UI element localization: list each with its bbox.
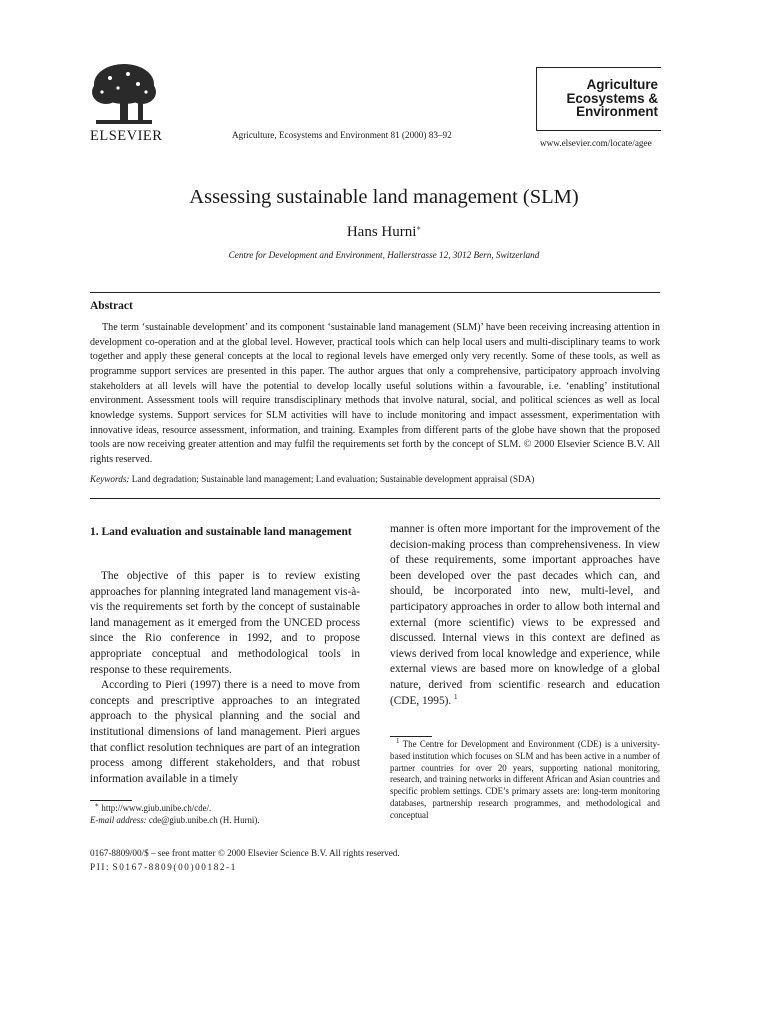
journal-reference: Agriculture, Ecosystems and Environment 81 (2000) 83–92: [232, 130, 452, 140]
journal-brand-line: Ecosystems &: [566, 90, 658, 106]
footnote-mark: ∗: [94, 801, 100, 810]
author-line: [0, 224, 768, 241]
left-footnotes: [90, 803, 360, 827]
journal-url[interactable]: www.elsevier.com/locate/agee: [540, 138, 652, 148]
body-paragraph-text: manner is often more important for the improvement of the decision-making process than comprehensiveness. In view of these requirements, some important approaches have been developed over the past decades which can, and should, be incorporated into new, multi-level, and participatory approaches in order to allow both internal and external (more scientific) views to be expressed and discussed. Internal views in this context are defined as views derived from local knowledge and experience, while external views are based more on knowledge of a global nature, derived from scientific research and education (CDE, 1995).: [390, 523, 660, 707]
keywords-line: [90, 474, 660, 484]
right-column-body: [390, 522, 660, 709]
email-footnote: [90, 815, 360, 827]
keywords-list: Land degradation; Sustainable land management; Land evaluation; Sustainable development appraisal (SDA): [131, 474, 535, 484]
keywords-label: Keywords:: [90, 474, 130, 484]
copyright-meta: [90, 847, 400, 874]
section-heading: 1. Land evaluation and sustainable land management: [90, 526, 352, 538]
email-address[interactable]: cde@giub.unibe.ch (H. Hurni).: [148, 814, 260, 825]
abstract-heading: Abstract: [90, 300, 133, 312]
footnote-1-text: The Centre for Development and Environment (CDE) is a university-based institution which focuses on SLM and has been active in a number of partner countries for over 20 years, supporting national monitoring, research, and training networks in different African and Asian countries and specific problem settings. CDE’s primary assets are: long-term monitoring databases, partnership research programmes, and methodological and conceptual: [390, 739, 660, 820]
journal-brand-line: Environment: [576, 104, 658, 119]
footnote-ref-1[interactable]: 1: [454, 692, 458, 701]
pii-label: PII:: [90, 861, 111, 872]
author-url-footnote: [90, 803, 360, 815]
abstract-top-rule: [90, 292, 660, 293]
pii-line: [90, 861, 400, 875]
footnote-1-mark: 1: [396, 737, 400, 746]
footnote-1-paragraph: [390, 739, 660, 822]
author-name: Hans Hurni: [346, 224, 417, 240]
abstract-bottom-rule: [90, 498, 660, 499]
journal-brand-line: Agriculture: [586, 77, 658, 92]
journal-brand: [498, 78, 658, 119]
body-paragraph: According to Pieri (1997) there is a need to move from concepts and prescriptive approaches to an integrated approach to the physical planning and the social and institutional dimensions of land management. Pieri argues that conflict resolution techniques are part of an integration process among different stakeholders, and that robust information available in a timely: [90, 679, 360, 785]
issn-line: 0167-8809/00/$ – see front matter © 2000 Elsevier Science B.V. All rights reserved.: [90, 848, 400, 858]
body-paragraph: The objective of this paper is to review existing approaches for planning integrated land management vis-à-vis the requirements set forth by the concept of sustainable land management as it emerged from the UNCED process since the Rio conference in 1992, and to propose appropriate conceptual and methodological tools in response to these requirements.: [90, 570, 360, 676]
publisher-logo-wordmark: ELSEVIER: [90, 128, 163, 144]
author-url[interactable]: http://www.giub.unibe.ch/cde/.: [101, 803, 212, 813]
footnote-1: [390, 739, 660, 822]
article-title: Assessing sustainable land management (SLM): [189, 186, 579, 208]
author-affiliation: Centre for Development and Environment, Hallerstrasse 12, 3012 Bern, Switzerland: [228, 250, 540, 260]
left-column-body: [90, 569, 360, 787]
email-label: E-mail address:: [90, 814, 147, 825]
pii-code: S0167-8809(00)00182-1: [112, 861, 237, 872]
body-paragraph: [390, 522, 660, 709]
author-footnote-mark[interactable]: ∗: [416, 224, 422, 232]
abstract-text: The term ‘sustainable development’ and its component ‘sustainable land management (SLM)’ have been receiving increasing attention in development co-operation and at the global level. However, practical tools which can help local users and multi-disciplinary teams to work together and apply these general concepts at the local to regional levels have emerged only very recently. Some of these tools, as well as programme support services are presented in this paper. The author argues that only a comprehensive, participatory approach involving stakeholders at all levels will have the potential to develop locally useful solutions within a favourable, i.e. ‘enabling’ institutional environment. Assessment tools will require transdisciplinary methods that involve natural, social, and political sciences as well as local knowledge systems. Support services for SLM activities will have to include monitoring and impact assessment, experimentation with innovative ideas, resource assessment, information, and training. Examples from different parts of the globe have shown that the proposed tools are now receiving greater attention and may fulfil the requirements set forth by the concept of SLM. © 2000 Elsevier Science B.V. All rights reserved.: [90, 322, 660, 465]
